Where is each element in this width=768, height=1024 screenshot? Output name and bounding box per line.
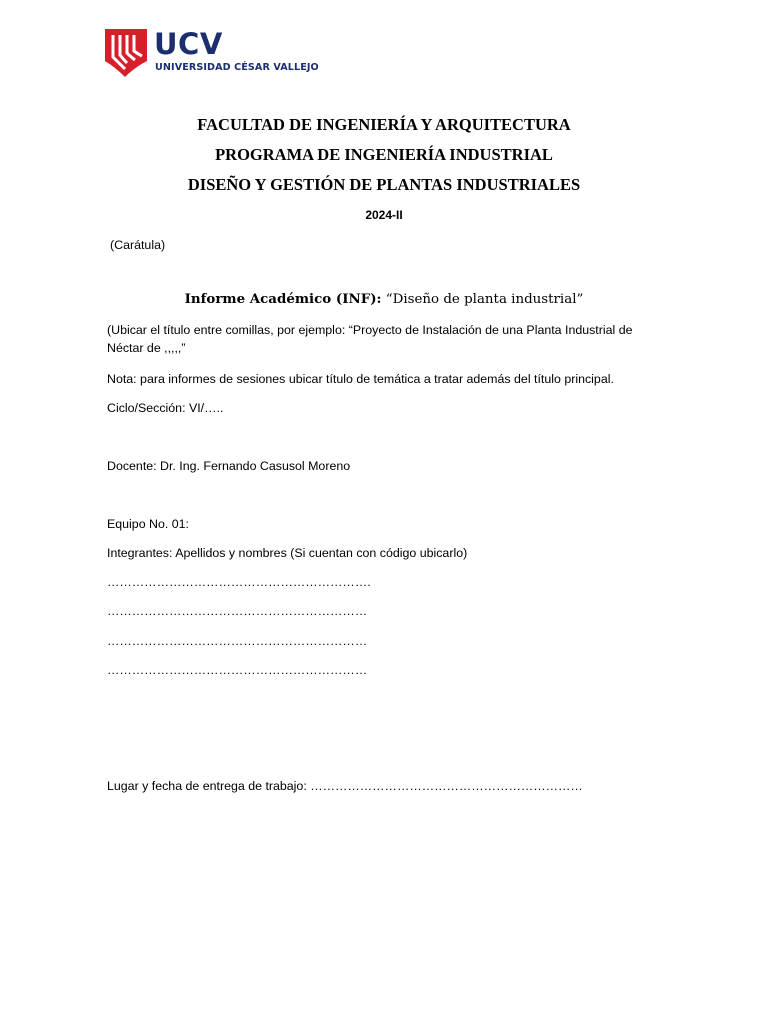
team-number: Equipo No. 01:: [107, 517, 189, 531]
members-label: Integrantes: Apellidos y nombres (Si cuentan con código ubicarlo): [107, 546, 468, 560]
member-line: ……………………………………………………….: [107, 575, 371, 589]
teacher-line: Docente: Dr. Ing. Fernando Casusol Moreno: [107, 459, 351, 473]
cycle-section: Ciclo/Sección: VI/…..: [107, 401, 224, 415]
logo-wordmark: UCV: [154, 27, 223, 61]
instruction-text: (Ubicar el título entre comillas, por ejemplo: “Proyecto de Instalación de una Planta Industrial de Néctar de ,,,,,”: [107, 323, 633, 355]
period-label: 2024-II: [365, 208, 403, 222]
report-title-text: “Diseño de planta industrial”: [381, 292, 584, 307]
ucv-logo: [105, 27, 319, 79]
program-heading: PROGRAMA DE INGENIERÍA INDUSTRIAL: [215, 145, 553, 164]
course-heading: DISEÑO Y GESTIÓN DE PLANTAS INDUSTRIALES: [187, 175, 581, 194]
report-title: [0, 291, 768, 307]
caratula-label: (Carátula): [110, 238, 166, 252]
member-line: ………………………………………………………: [107, 604, 368, 618]
member-line: ………………………………………………………: [107, 634, 368, 648]
logo-subtitle: UNIVERSIDAD CÉSAR VALLEJO: [155, 62, 319, 73]
delivery-place-date: Lugar y fecha de entrega de trabajo: …………………………………………………………: [107, 779, 583, 793]
report-title-label: Informe Académico (INF):: [184, 291, 382, 307]
note-text: Nota: para informes de sesiones ubicar título de temática a tratar además del título principal.: [107, 372, 614, 386]
ucv-shield-icon: [105, 27, 147, 77]
faculty-heading: FACULTAD DE INGENIERÍA Y ARQUITECTURA: [197, 115, 571, 134]
member-line: ………………………………………………………: [107, 663, 368, 677]
